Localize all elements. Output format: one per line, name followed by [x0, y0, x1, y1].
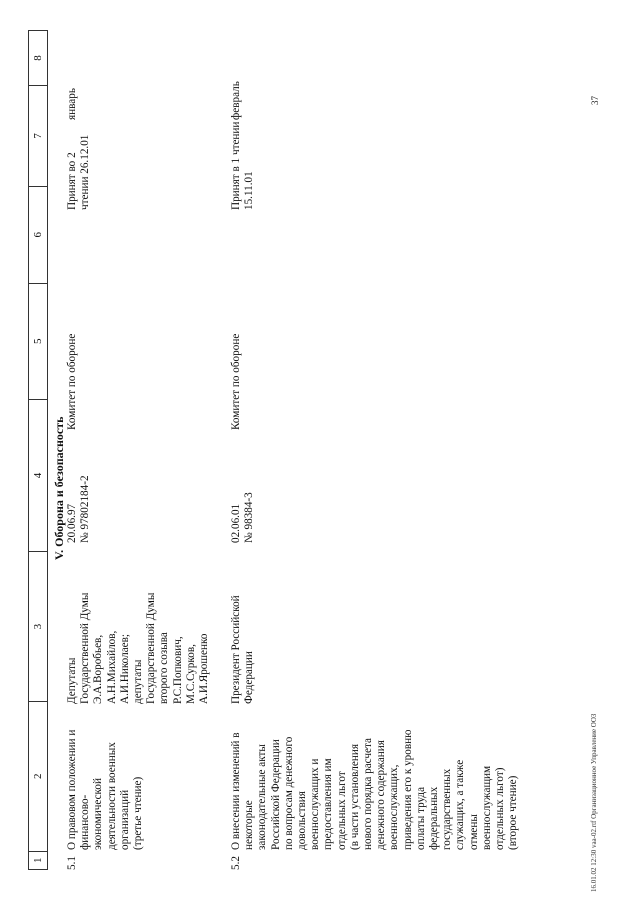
- committee: Комитет по обороне: [230, 333, 242, 430]
- column-number: 1: [29, 851, 48, 869]
- column-number: 3: [29, 552, 48, 702]
- page-number: 37: [590, 96, 600, 105]
- planned-month: февраль: [230, 81, 242, 120]
- bill-title: О правовом положении и финансово- экономической деятельности военных организаций (третье чтение): [66, 729, 145, 850]
- column-number: 5: [29, 283, 48, 399]
- column-number-header: [28, 30, 48, 870]
- column-number: 8: [29, 31, 48, 86]
- bill-status: Принят в 1 чтении 15.11.01: [230, 121, 256, 210]
- bill-date-number: 20.06.97 № 97802184-2: [66, 475, 92, 543]
- column-number: 2: [29, 701, 48, 851]
- column-number: 6: [29, 186, 48, 283]
- committee: Комитет по обороне: [66, 333, 78, 430]
- footer-info: 16.01.02 12:30 vaa-02.rtf Организационное Управление ООЗ: [590, 713, 598, 892]
- bill-authors: Депутаты Государственной Думы Э.А.Воробьев, А.Н.Михайлов, А.И.Николаев; депутаты Государственной Думы второго созыва Р.С.Попкович, М.С.Сурков, А.И.Ярошенко: [66, 592, 211, 704]
- rotated-document-page: [0, 30, 610, 900]
- column-number: 7: [29, 85, 48, 186]
- row-number: 5.1: [66, 856, 78, 870]
- row-number: 5.2: [230, 856, 242, 870]
- section-title: V. Оборона и безопасность: [52, 416, 66, 560]
- planned-month: январь: [66, 88, 78, 120]
- column-number: 4: [29, 399, 48, 552]
- bill-status: Принят во 2 чтении 26.12.01: [66, 134, 92, 210]
- bill-date-number: 02.06.01 № 98384-3: [230, 492, 256, 543]
- bill-title: О внесении изменений в некоторые законодательные акты Российской Федерации по вопросам денежного довольствия военнослужащих и предоставления им отдельных льгот (в части установления нового порядка расчета денежного содержания военнослужащих, приведения его к уровню оплаты труда федеральных государственных служащих, а также отмены военнослужащим отдельных льгот) (второе чтение): [230, 729, 520, 850]
- bill-authors: Президент Российской Федерации: [230, 595, 256, 704]
